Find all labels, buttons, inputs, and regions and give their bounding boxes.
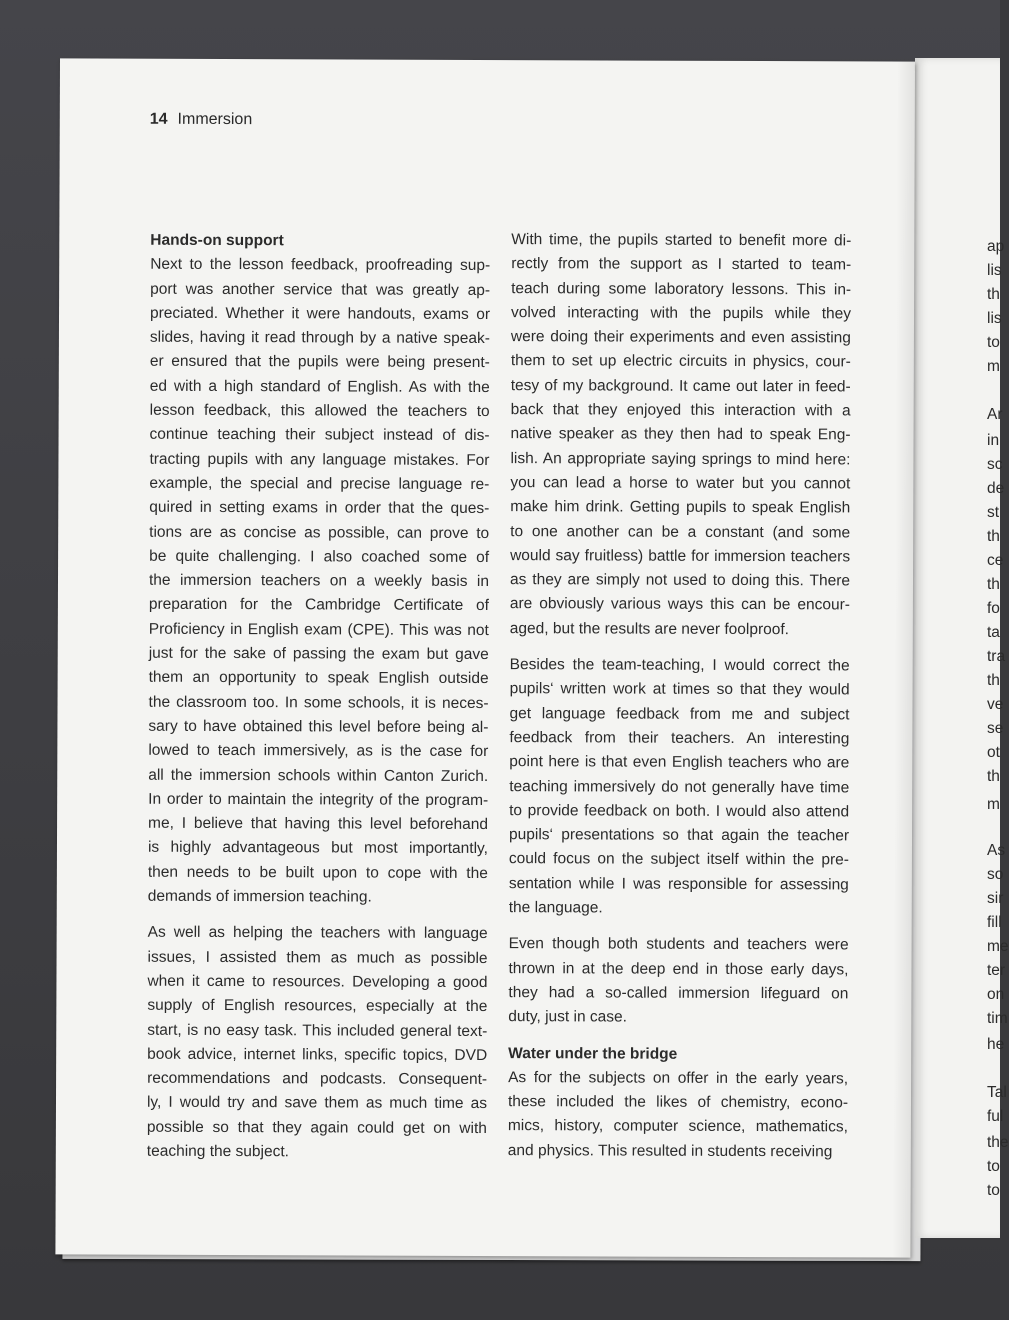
text-line: sentation while I was responsible for assessing: [508, 874, 849, 894]
text-line: Proficiency in English exam (CPE). This was not: [148, 620, 489, 639]
facing-page-text-fragment: se: [987, 720, 1004, 737]
text-line: aged, but the results are never foolproof.: [509, 619, 790, 638]
paragraph: [148, 253, 491, 910]
facing-page-text-fragment: to: [987, 1182, 1000, 1199]
facing-page-text-fragment: st: [987, 504, 1000, 521]
text-line: teaching the subject.: [146, 1142, 290, 1161]
text-line: back that they enjoyed this interaction with a: [510, 401, 851, 420]
facing-page-text-fragment: sc: [987, 456, 1003, 473]
text-line: feedback from their teachers. An interesting: [509, 729, 850, 748]
text-line: tions are as concise as possible, can prove to: [149, 523, 490, 542]
text-line: be quite challenging. I also coached some of: [149, 547, 490, 566]
facing-page-text-fragment: sir: [987, 890, 1004, 907]
facing-page-text-fragment: ve: [987, 696, 1004, 713]
text-line: Besides the team-teaching, I would correct the: [509, 656, 850, 675]
text-line: me, I believe that having this level beforehand: [148, 814, 489, 834]
text-line: In order to maintain the integrity of the program-: [148, 790, 489, 809]
text-line: thrown in at the deep end in those early days,: [508, 959, 849, 979]
text-line: example, the special and precise language re-: [149, 474, 490, 493]
text-line: slides, having it read through by a native speak-: [149, 328, 490, 348]
facing-page-text-fragment: fo: [987, 600, 1000, 617]
running-head: [150, 111, 253, 129]
text-line: tracting pupils with any language mistakes. For: [149, 450, 490, 469]
text-line: er ensured that the pupils were being present-: [149, 353, 490, 372]
section-heading-water-under-the-bridge: Water under the bridge: [508, 1044, 678, 1063]
facing-page-text-fragment: th: [987, 576, 1000, 593]
facing-page-text-fragment: to: [987, 334, 1000, 351]
section-heading-hands-on-support: Hands-on support: [150, 231, 284, 250]
text-line: they had a so-called immersion lifeguard on: [508, 983, 849, 1003]
facing-page-text-fragment: ta: [987, 624, 1000, 641]
facing-page-text-fragment: lis: [987, 310, 1002, 327]
facing-page-text-fragment: m: [987, 796, 1000, 813]
facing-page-text-fragment: ce: [987, 552, 1004, 569]
text-line: As for the subjects on offer in the early years,: [508, 1068, 849, 1088]
text-line: lesson feedback, this allowed the teachers to: [149, 401, 490, 421]
facing-page-text-fragment: on: [987, 986, 1005, 1003]
text-line: is highly advantageous but most importantly,: [147, 839, 489, 858]
facing-page-text-fragment: to: [987, 1158, 1000, 1175]
facing-page-text-fragment: he: [987, 1036, 1005, 1053]
text-line: then needs to be built upon to cope with the: [147, 863, 488, 882]
text-line: pupils‘ presentations so that again the teacher: [508, 826, 850, 845]
text-line: demands of immersion teaching.: [147, 887, 372, 906]
text-line: preciated. Whether it were handouts, exams or: [149, 304, 491, 323]
text-line: the language.: [508, 899, 603, 917]
text-line: them an opportunity to speak English outside: [148, 669, 489, 688]
facing-page-text-fragment: Tal: [987, 1084, 1007, 1101]
text-line: book advice, internet links, specific topics, DVD: [147, 1045, 488, 1064]
text-line: pupils‘ written work at times so that they would: [509, 680, 850, 699]
text-line: just for the sake of passing the exam but gave: [148, 644, 489, 664]
text-line: them to set up electric circuits in physics, cour-: [510, 352, 851, 371]
facing-page-text-fragment: ot: [987, 744, 1000, 761]
text-line: With time, the pupils started to benefit more di-: [511, 231, 852, 250]
text-line: teach during some laboratory lessons. This in-: [511, 279, 852, 298]
text-line: port was another service that was greatly ap-: [150, 280, 491, 299]
text-line: continue teaching their subject instead of dis-: [149, 426, 490, 445]
facing-page-text-fragment: me: [987, 938, 1009, 955]
facing-page-text-fragment: ap: [987, 238, 1005, 255]
paragraph: [510, 228, 852, 642]
facing-page-text-fragment: tim: [987, 1010, 1008, 1027]
text-line: possible so that they again could get on with: [146, 1118, 487, 1137]
text-line: duty, just in case.: [508, 1008, 627, 1026]
text-line: sary to have obtained this level before being al-: [148, 717, 489, 736]
facing-page-text-fragment: th: [987, 768, 1000, 785]
text-line: could focus on the subject itself within the pre-: [508, 850, 849, 869]
text-line: get language feedback from me and subject: [509, 704, 850, 724]
text-line: ed with a high standard of English. As with the: [149, 377, 490, 396]
text-line: preparation for the Cambridge Certificate of: [148, 596, 489, 615]
facing-page-text-fragment: in: [987, 432, 1000, 449]
text-line: volved interacting with the pupils while they: [510, 303, 852, 323]
chapter-title: Immersion: [177, 110, 253, 129]
facing-page-text-fragment: m: [987, 358, 1000, 375]
facing-page-text-fragment: lis: [987, 262, 1002, 279]
facing-page-text-fragment: Ar: [987, 406, 1003, 423]
text-line: supply of English resources, especially at the: [147, 996, 488, 1016]
text-line: these included the likes of chemistry, econo-: [507, 1093, 849, 1112]
text-line: teaching immersively do not generally have time: [509, 777, 850, 796]
text-line: the classroom too. In some schools, it is neces-: [148, 693, 489, 712]
facing-page-text-fragment: ful: [987, 1108, 1004, 1125]
text-line: Even though both students and teachers were: [508, 935, 849, 954]
text-line: recommendations and podcasts. Consequent-: [147, 1069, 488, 1089]
facing-page-text-fragment: th: [987, 528, 1000, 545]
text-line: tesy of my background. It came out later in feed-: [510, 376, 851, 396]
right-column: [508, 228, 852, 1164]
text-line: lowed to teach immersively, as is the case for: [148, 741, 489, 761]
paragraph: [147, 921, 488, 1165]
facing-page-text-fragment: tra: [987, 648, 1006, 665]
paragraph: [509, 653, 850, 922]
text-line: make him drink. Getting pupils to speak English: [510, 498, 851, 517]
facing-page-text-fragment: the: [987, 1134, 1009, 1151]
text-line: as they are simply not used to doing this. There: [509, 571, 851, 590]
facing-page-text-fragment: As: [987, 842, 1006, 859]
paragraph: [508, 1066, 848, 1164]
text-line: were doing their experiments and even assisting: [510, 328, 851, 347]
text-line: when it came to resources. Developing a good: [147, 972, 488, 991]
left-column: [147, 229, 491, 1166]
facing-page-text-fragment: so: [987, 866, 1004, 883]
text-line: and physics. This resulted in students receiving: [507, 1141, 833, 1161]
text-line: issues, I assisted them as much as possible: [147, 948, 488, 967]
facing-page-text-fragment: de: [987, 480, 1005, 497]
text-line: the immersion teachers on a weekly basis in: [148, 571, 490, 591]
text-line: would say fruitless) battle for immersion teachers: [510, 546, 851, 566]
text-line: all the immersion schools within Canton Zurich.: [148, 766, 489, 785]
text-line: As well as helping the teachers with language: [147, 924, 488, 943]
facing-page-text-fragment: th: [987, 286, 1000, 303]
text-line: are obviously various ways this can be encour-: [509, 595, 850, 614]
page-number: 14: [149, 110, 168, 128]
text-line: Next to the lesson feedback, proofreading sup-: [150, 256, 491, 275]
facing-page-text-fragment: ter: [987, 962, 1006, 979]
text-line: you can lead a horse to water but you cannot: [510, 474, 851, 493]
text-line: to one another can be a constant (and some: [510, 522, 851, 541]
text-line: to provide feedback on both. I would also attend: [509, 801, 850, 821]
text-line: native speaker as they then had to speak Eng-: [510, 425, 851, 444]
facing-page-text-fragment: th: [987, 672, 1000, 689]
paragraph: [508, 932, 848, 1030]
text-line: mics, history, computer science, mathematics,: [507, 1117, 848, 1136]
text-line: point here is that even English teachers who are: [509, 753, 850, 772]
text-line: ly, I would try and save them as much time as: [146, 1094, 488, 1113]
text-line: rectly from the support as I started to team-: [511, 255, 852, 274]
text-line: start, is no easy task. This included general text-: [147, 1021, 488, 1040]
facing-page-text-fragment: fill: [987, 914, 1002, 931]
text-line: lish. An appropriate saying springs to mind here:: [510, 449, 851, 469]
book-page: [55, 58, 915, 1257]
facing-page-edge: [915, 58, 1009, 1238]
text-line: quired in setting exams in order that the ques-: [149, 498, 490, 518]
